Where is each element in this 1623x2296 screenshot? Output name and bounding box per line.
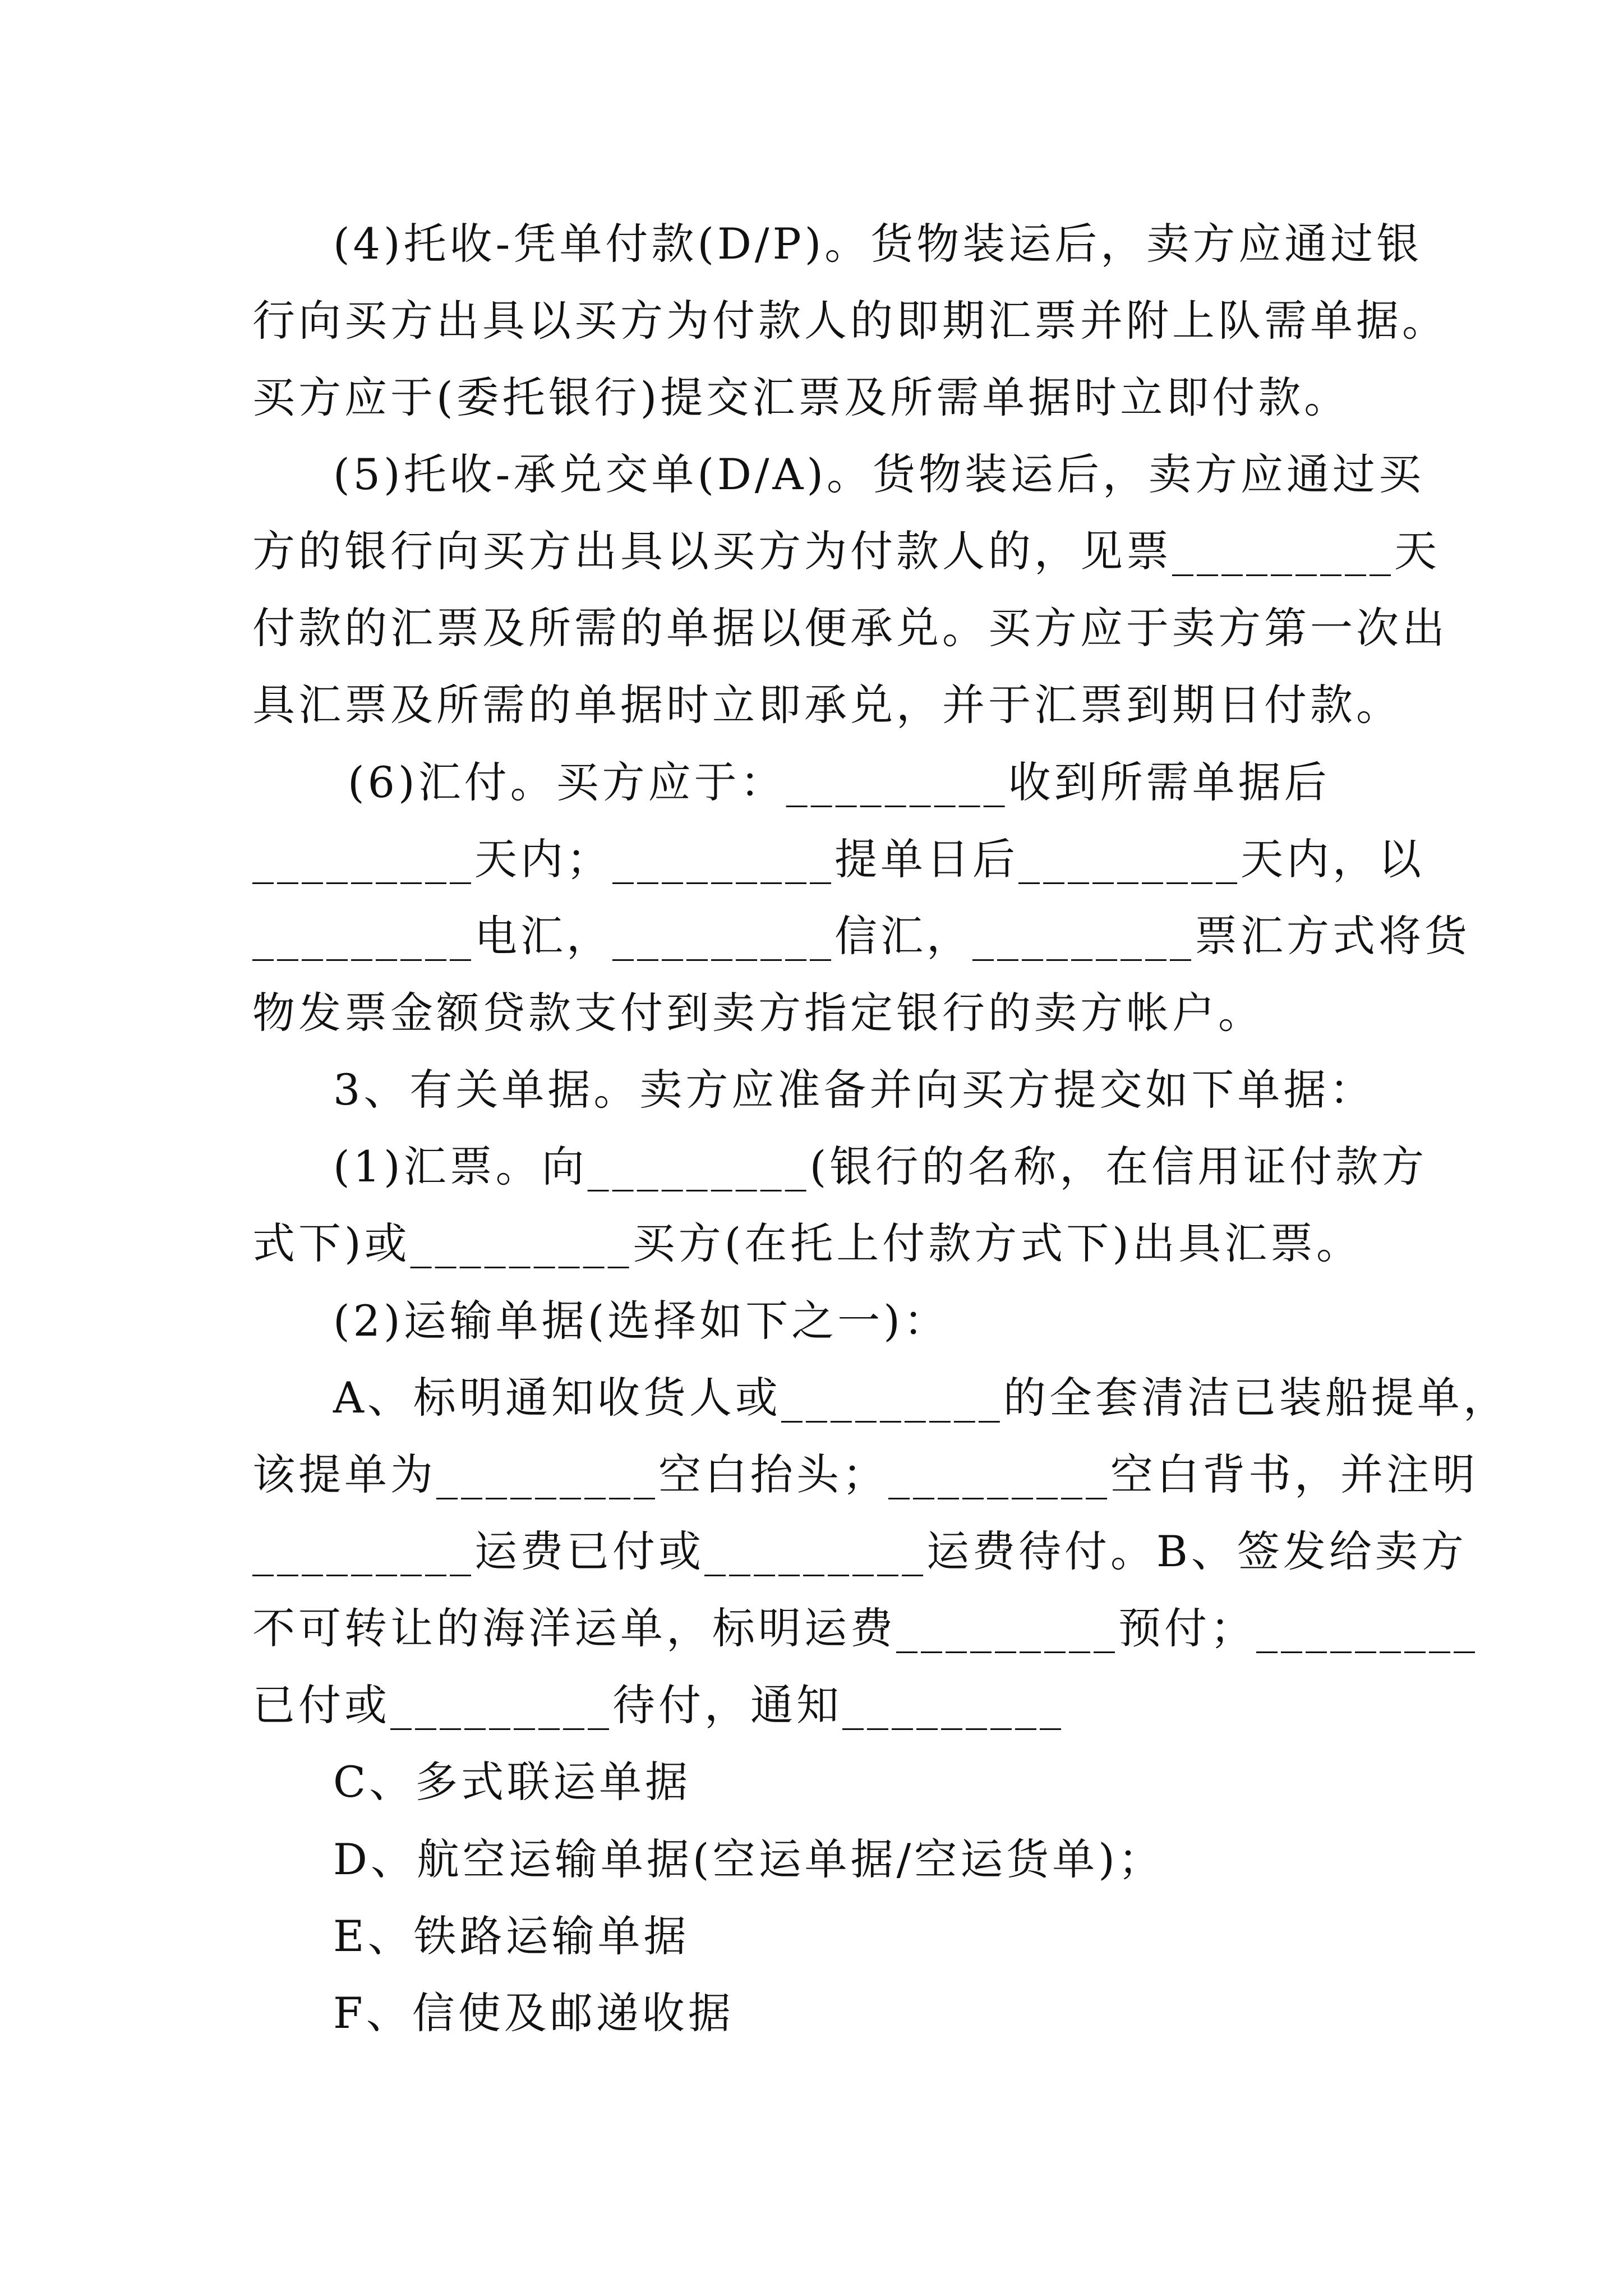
text-line: _________电汇，_________信汇，_________票汇方式将货 [252,911,1470,961]
text-line: _________运费已付或_________运费待付。B、签发给卖方 [252,1526,1467,1576]
text-line: 式下)或_________买方(在托上付款方式下)出具汇票。 [252,1218,1362,1268]
text-line: 行向买方出具以买方为付款人的即期汇票并附上队需单据。 [252,296,1448,346]
text-line: (1)汇票。向_________(银行的名称，在信用证付款方 [333,1142,1428,1191]
text-line: D、航空运输单据(空运单据/空运货单)； [333,1834,1164,1884]
text-line: 买方应于(委托银行)提交汇票及所需单据时立即付款。 [252,372,1350,422]
text-line: F、信使及邮递收据 [333,1988,734,2038]
text-line: 3、有关单据。卖方应准备并向买方提交如下单据： [333,1065,1376,1115]
text-line: 付款的汇票及所需的单据以便承兑。买方应于卖方第一次出 [252,603,1448,653]
text-line: _________天内；_________提单日后_________天内，以 [252,834,1424,884]
text-line: 不可转让的海洋运单，标明运费_________预付；_________ [252,1603,1478,1653]
text-line: C、多式联运单据 [333,1757,691,1807]
text-line: 物发票金额贷款支付到卖方指定银行的卖方帐户。 [252,988,1264,1038]
text-line: 方的银行向买方出具以买方为付款人的，见票_________天 [252,526,1440,576]
text-line: E、铁路运输单据 [333,1911,690,1961]
text-line: 已付或_________待付，通知_________ [252,1680,1064,1730]
text-line: (2)运输单据(选择如下之一)： [333,1296,949,1346]
text-line: (4)托收-凭单付款(D/P)。货物装运后，卖方应通过银 [333,219,1423,269]
text-line: 该提单为_________空白抬头；_________空白背书，并注明 [252,1450,1478,1499]
text-line: A、标明通知收货人或_________的全套清洁已装船提单， [333,1373,1509,1423]
text-line: (6)汇付。买方应于：_________收到所需单据后 [348,757,1330,807]
text-line: (5)托收-承兑交单(D/A)。货物装运后，卖方应通过买 [333,449,1425,499]
text-line: 具汇票及所需的单据时立即承兑，并于汇票到期日付款。 [252,680,1402,730]
